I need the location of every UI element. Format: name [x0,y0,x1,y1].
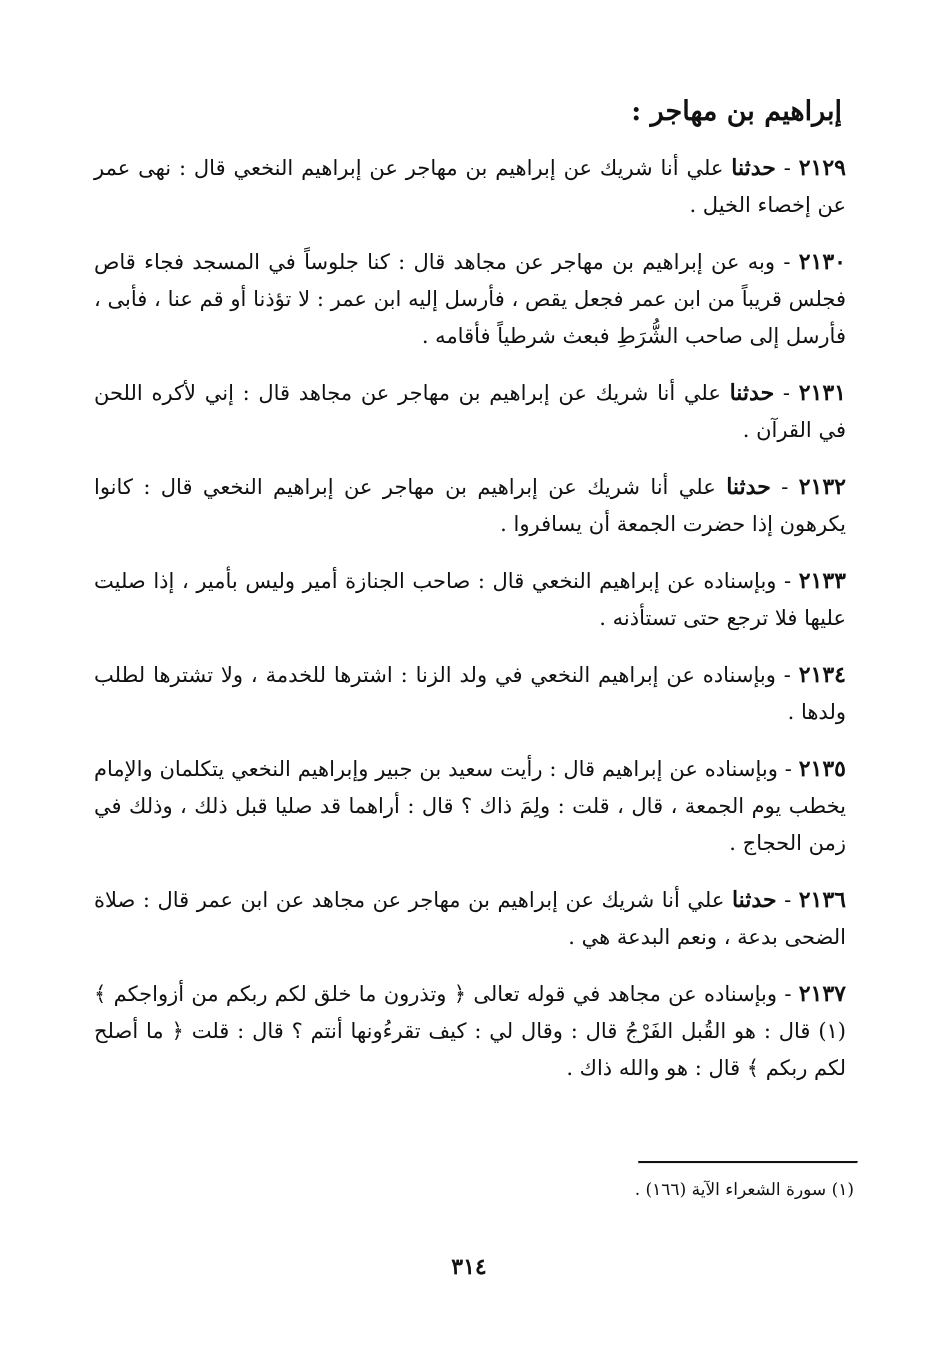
hadith-text: وبه عن إبراهيم بن مهاجر عن مجاهد قال : كنا جلوساً في المسجد فجاء قاص فجلس قريباً من ابن عمر فجعل يقص ، فأرسل إليه ابن عمر : لا تؤذنا أو قم عنا ، فأبى ، فأرسل إلى صاحب الشُّرَطِ فبعث شرطياً فأقامه . [94,250,846,348]
hadith-text: وبإسناده عن إبراهيم النخعي قال : صاحب الجنازة أمير وليس بأمير ، إذا صليت عليها فلا ترجع حتى تستأذنه . [94,569,846,630]
hadith-2134: ٢١٣٤ - وبإسناده عن إبراهيم النخعي في ولد الزنا : اشترها للخدمة ، ولا تشترها لطلب ولدها . [94,662,846,724]
hadith-2130: ٢١٣٠ - وبه عن إبراهيم بن مهاجر عن مجاهد قال : كنا جلوساً في المسجد فجاء قاص فجلس قريباً من ابن عمر فجعل يقص ، فأرسل إليه ابن عمر : لا تؤذنا أو قم عنا ، فأبى ، فأرسل إلى صاحب الشُّرَطِ فبعث شرطياً فأقامه . [94,249,846,348]
hadith-number: ٢١٣٢ [798,474,846,500]
hadith-number: ٢١٣٧ [798,981,846,1007]
hadith-number: ٢١٣١ [798,380,846,406]
hadith-lead: حدثنا [729,380,775,406]
hadith-2137: ٢١٣٧ - وبإسناده عن مجاهد في قوله تعالى ﴿ وتذرون ما خلق لكم ربكم من أزواجكم ﴾ (١) قال : هو القُبل الفَرْجُ قال : وقال لي : كيف تقرءُونها أنتم ؟ قال : قلت ﴿ ما أصلح لكم ربكم ﴾ قال : هو والله ذاك . [94,981,846,1080]
hadith-list [94,150,846,1107]
hadith-number: ٢١٣٤ [798,662,846,688]
hadith-2129: ٢١٢٩ - حدثنا علي أنا شريك عن إبراهيم بن مهاجر عن إبراهيم النخعي قال : نهى عمر عن إخصاء الخيل . [94,155,846,217]
page-number: ٣١٤ [451,1254,487,1280]
hadith-number: ٢١٢٩ [798,155,846,181]
hadith-number: ٢١٣٥ [798,756,846,782]
hadith-text: علي أنا شريك عن إبراهيم بن مهاجر عن مجاهد عن ابن عمر قال : صلاة الضحى بدعة ، ونعم البدعة هي . [94,888,846,949]
hadith-2135: ٢١٣٥ - وبإسناده عن إبراهيم قال : رأيت سعيد بن جبير وإبراهيم النخعي يتكلمان والإمام يخطب يوم الجمعة ، قال ، قلت : ولِمَ ذاك ؟ قال : أراهما قد صليا قبل ذلك ، وذلك في زمن الحجاج . [94,756,846,855]
hadith-number: ٢١٣٠ [798,249,846,275]
hadith-lead: حدثنا [731,155,776,181]
hadith-text: وبإسناده عن إبراهيم قال : رأيت سعيد بن جبير وإبراهيم النخعي يتكلمان والإمام يخطب يوم الجمعة ، قال ، قلت : ولِمَ ذاك ؟ قال : أراهما قد صليا قبل ذلك ، وذلك في زمن الحجاج . [94,757,846,855]
footnote-divider [638,1161,858,1164]
hadith-text: علي أنا شريك عن إبراهيم بن مهاجر عن إبراهيم النخعي قال : نهى عمر عن إخصاء الخيل . [94,156,846,217]
hadith-lead: حدثنا [726,474,771,500]
section-heading: إبراهيم بن مهاجر : [631,96,842,127]
hadith-text: علي أنا شريك عن إبراهيم بن مهاجر عن مجاهد قال : إني لأكره اللحن في القرآن . [94,381,846,442]
footnote: (١) سورة الشعراء الآية (١٦٦) . [634,1180,854,1200]
hadith-2131: ٢١٣١ - حدثنا علي أنا شريك عن إبراهيم بن مهاجر عن مجاهد قال : إني لأكره اللحن في القرآن . [94,380,846,442]
hadith-2132: ٢١٣٢ - حدثنا علي أنا شريك عن إبراهيم بن مهاجر عن إبراهيم النخعي قال : كانوا يكرهون إذا حضرت الجمعة أن يسافروا . [94,474,846,536]
hadith-lead: حدثنا [731,887,777,913]
hadith-2136: ٢١٣٦ - حدثنا علي أنا شريك عن إبراهيم بن مهاجر عن مجاهد عن ابن عمر قال : صلاة الضحى بدعة ، ونعم البدعة هي . [94,887,846,949]
hadith-number: ٢١٣٦ [798,887,846,913]
hadith-2133: ٢١٣٣ - وبإسناده عن إبراهيم النخعي قال : صاحب الجنازة أمير وليس بأمير ، إذا صليت عليها فلا ترجع حتى تستأذنه . [94,568,846,630]
hadith-text: علي أنا شريك عن إبراهيم بن مهاجر عن إبراهيم النخعي قال : كانوا يكرهون إذا حضرت الجمعة أن يسافروا . [94,475,846,536]
hadith-text: وبإسناده عن إبراهيم النخعي في ولد الزنا : اشترها للخدمة ، ولا تشترها لطلب ولدها . [94,663,846,724]
hadith-text: وبإسناده عن مجاهد في قوله تعالى ﴿ وتذرون ما خلق لكم ربكم من أزواجكم ﴾ (١) قال : هو القُبل الفَرْجُ قال : وقال لي : كيف تقرءُونها أنتم ؟ قال : قلت ﴿ ما أصلح لكم ربكم ﴾ قال : هو والله ذاك . [94,982,846,1080]
hadith-number: ٢١٣٣ [798,568,846,594]
